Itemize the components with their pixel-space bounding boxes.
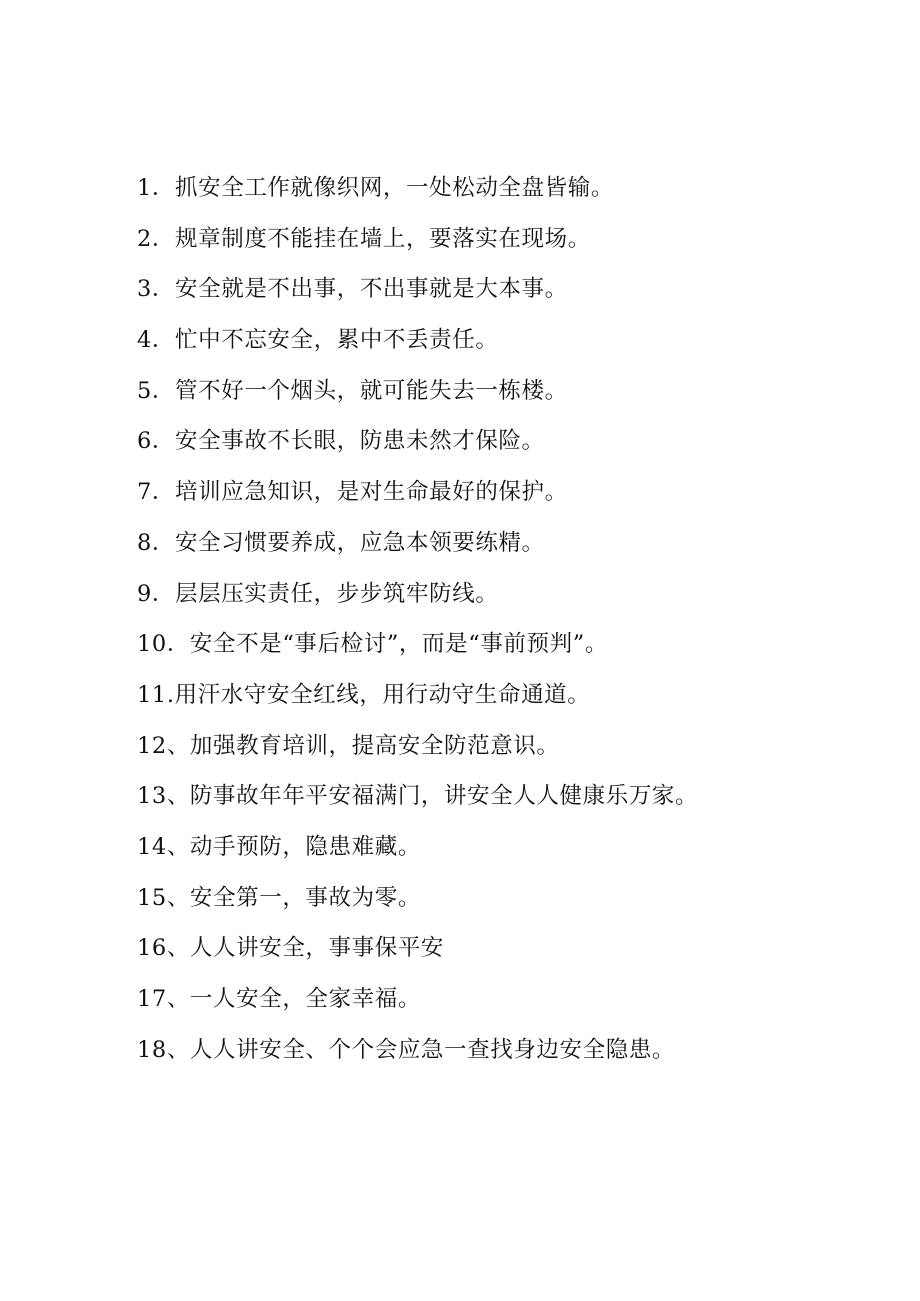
slogan-line-3: 3．安全就是不出事，不出事就是大本事。 — [137, 276, 568, 303]
slogan-line-5: 5．管不好一个烟头，就可能失去一栋楼。 — [137, 377, 568, 404]
slogan-line-6: 6．安全事故不长眼，防患未然才保险。 — [137, 428, 545, 455]
slogan-line-16: 16、人人讲安全，事事保平安 — [137, 935, 445, 962]
slogan-line-4: 4．忙中不忘安全，累中不丢责任。 — [137, 327, 499, 354]
slogan-line-13: 13、防事故年年平安福满门，讲安全人人健康乐万家。 — [137, 783, 699, 810]
slogan-line-8: 8．安全习惯要养成，应急本领要练精。 — [137, 529, 545, 556]
slogan-line-17: 17、一人安全，全家幸福。 — [137, 986, 421, 1012]
slogan-line-18: 18、人人讲安全、个个会应急一查找身边安全隐患。 — [137, 1036, 676, 1063]
slogan-list — [137, 166, 877, 1078]
slogan-line-11: 11.用汗水守安全红线，用行动守生命通道。 — [137, 681, 591, 708]
slogan-line-12: 12、加强教育培训，提高安全防范意识。 — [137, 732, 560, 759]
slogan-line-10: 10．安全不是“事后检讨”，而是“事前预判”。 — [137, 631, 608, 658]
slogan-line-9: 9．层层压实责任，步步筑牢防线。 — [137, 580, 499, 607]
slogan-line-14: 14、动手预防，隐患难藏。 — [137, 833, 421, 860]
slogan-line-15: 15、安全第一，事故为零。 — [137, 884, 421, 911]
slogan-line-2: 2．规章制度不能挂在墙上，要落实在现场。 — [137, 225, 591, 252]
slogan-line-1: 1．抓安全工作就像织网，一处松动全盘皆输。 — [137, 175, 614, 201]
slogan-line-7: 7．培训应急知识，是对生命最好的保护。 — [137, 479, 568, 506]
